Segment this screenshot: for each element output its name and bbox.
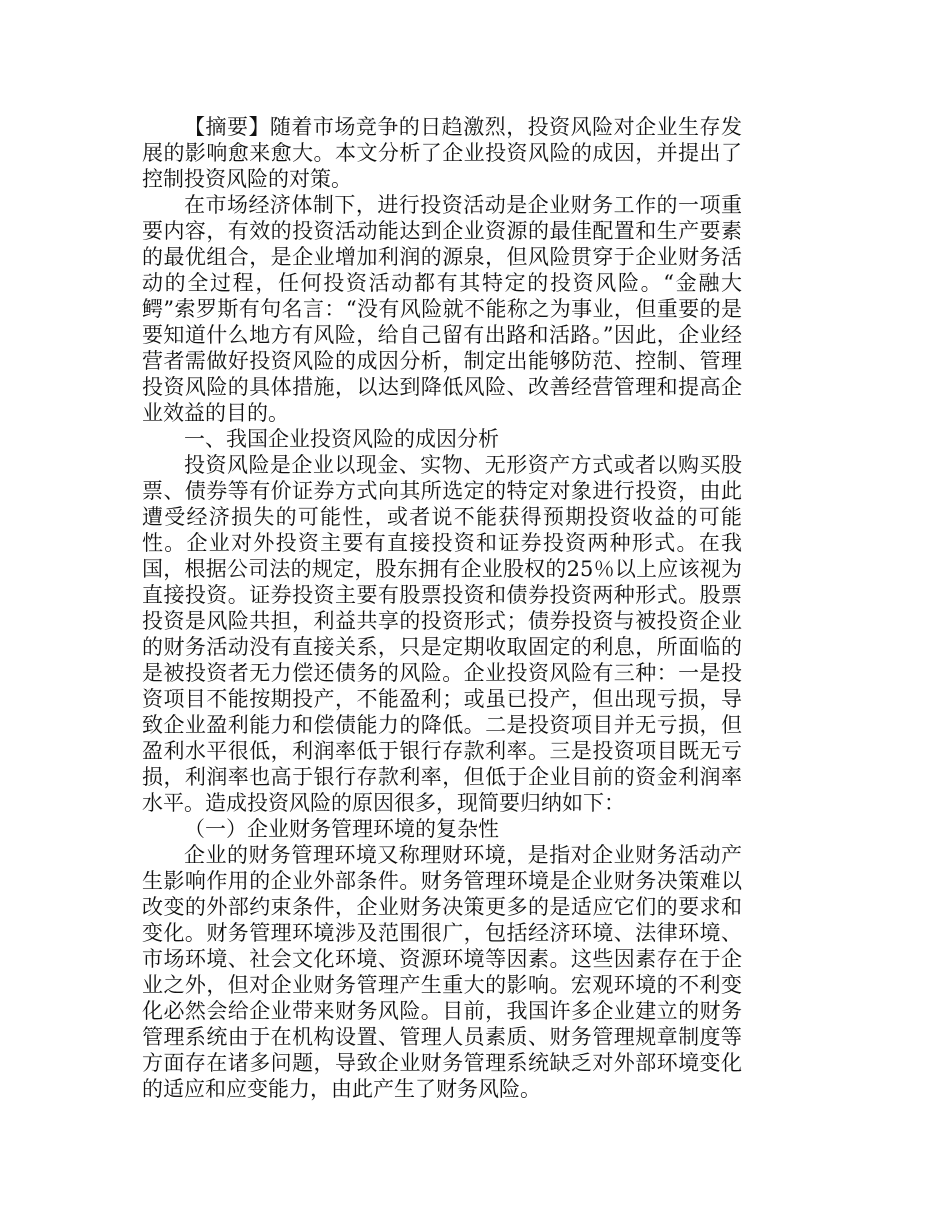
body-paragraph: 投资风险是企业以现金、实物、无形资产方式或者以购买股票、债券等有价证券方式向其所选定的特定对象进行投资，由此遭受经济损失的可能性，或者说不能获得预期投资收益的可能性。企业对外投资主要有直接投资和证券投资两种形式。在我国，根据公司法的规定，股东拥有企业股权的25％以上应该视为直接投资。证券投资主要有股票投资和债券投资两种形式。股票投资是风险共担，利益共享的投资形式；债券投资与被投资企业的财务活动没有直接关系，只是定期收取固定的利息，所面临的是被投资者无力偿还债务的风险。企业投资风险有三种：一是投资项目不能按期投产，不能盈利；或虽已投产，但出现亏损，导致企业盈利能力和偿债能力的降低。二是投资项目并无亏损，但盈利水平很低，利润率低于银行存款利率。三是投资项目既无亏损，利润率也高于银行存款利率，但低于企业目前的资金利润率水平。造成投资风险的原因很多，现简要归纳如下： bbox=[142, 453, 742, 815]
intro-paragraph: 在市场经济体制下，进行投资活动是企业财务工作的一项重要内容，有效的投资活动能达到企业资源的最佳配置和生产要素的最优组合，是企业增加利润的源泉，但风险贯穿于企业财务活动的全过程，任何投资活动都有其特定的投资风险。“金融大鳄”索罗斯有句名言：“没有风险就不能称之为事业，但重要的是要知道什么地方有风险，给自己留有出路和活路。”因此，企业经营者需做好投资风险的成因分析，制定出能够防范、控制、管理投资风险的具体措施，以达到降低风险、改善经营管理和提高企业效益的目的。 bbox=[142, 193, 742, 425]
body-paragraph: 企业的财务管理环境又称理财环境，是指对企业财务活动产生影响作用的企业外部条件。财务管理环境是企业财务决策难以改变的外部约束条件，企业财务决策更多的是适应它们的要求和变化。财务管理环境涉及范围很广，包括经济环境、法律环境、市场环境、社会文化环境、资源环境等因素。这些因素存在于企业之外，但对企业财务管理产生重大的影响。宏观环境的不利变化必然会给企业带来财务风险。目前，我国许多企业建立的财务管理系统由于在机构设置、管理人员素质、财务管理规章制度等方面存在诸多问题，导致企业财务管理系统缺乏对外部环境变化的适应和应变能力，由此产生了财务风险。 bbox=[142, 843, 742, 1101]
document-body bbox=[142, 114, 742, 1102]
section-heading: 一、我国企业投资风险的成因分析 bbox=[184, 427, 499, 451]
subsection-heading: （一）企业财务管理环境的复杂性 bbox=[184, 817, 499, 841]
abstract-paragraph: 【摘要】随着市场竞争的日趋激烈，投资风险对企业生存发展的影响愈来愈大。本文分析了企业投资风险的成因，并提出了控制投资风险的对策。 bbox=[142, 115, 742, 191]
